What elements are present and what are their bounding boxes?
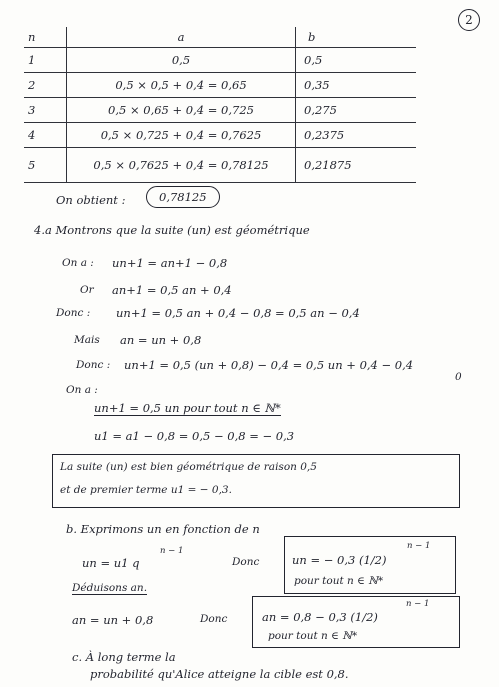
result-expr: un+1 = 0,5 un pour tout n ∈ ℕ* bbox=[94, 401, 281, 415]
cell-n: 4 bbox=[24, 123, 67, 148]
cell-a: 0,5 × 0,5 + 0,4 = 0,65 bbox=[67, 73, 296, 98]
cell-b: 0,2375 bbox=[296, 123, 417, 148]
an-expr: an = un + 0,8 bbox=[72, 613, 154, 627]
mais-expr: an = un + 0,8 bbox=[120, 333, 202, 347]
ona-expr: un+1 = an+1 − 0,8 bbox=[112, 256, 228, 270]
cell-n: 2 bbox=[24, 73, 67, 98]
q4b-exp: n − 1 bbox=[160, 546, 184, 556]
cell-b: 0,5 bbox=[296, 48, 417, 73]
conclusion-line2: et de premier terme u1 = − 0,3. bbox=[60, 484, 232, 496]
zero-annotation: 0 bbox=[455, 371, 462, 383]
table-row bbox=[24, 98, 416, 123]
box-line2: pour tout n ∈ ℕ* bbox=[294, 575, 384, 587]
obtient-value: 0,78125 bbox=[146, 186, 220, 208]
box2-exp: n − 1 bbox=[406, 599, 430, 609]
cell-b: 0,21875 bbox=[296, 148, 417, 183]
q4b-formula: un = u1 q bbox=[82, 556, 140, 570]
cell-b: 0,275 bbox=[296, 98, 417, 123]
obtient-label: On obtient : bbox=[56, 193, 126, 207]
cell-a: 0,5 bbox=[67, 48, 296, 73]
q4c-line2: probabilité qu'Alice atteigne la cible est 0,8. bbox=[90, 667, 349, 681]
q4a-title: 4.a Montrons que la suite (un) est géométrique bbox=[34, 223, 310, 237]
q4b-donc: Donc bbox=[232, 556, 260, 568]
cell-n: 5 bbox=[24, 148, 67, 183]
or-label: Or bbox=[80, 284, 94, 296]
header-a: a bbox=[67, 27, 296, 48]
deduisons-label: Déduisons an. bbox=[72, 582, 148, 594]
donc2-label: Donc : bbox=[76, 359, 111, 371]
values-table bbox=[24, 27, 416, 183]
q4c-line1: c. À long terme la bbox=[72, 650, 176, 664]
u1-expr: u1 = a1 − 0,8 = 0,5 − 0,8 = − 0,3 bbox=[94, 429, 295, 443]
conclusion-line1: La suite (un) est bien géométrique de raison 0,5 bbox=[60, 461, 317, 473]
box2-line2: pour tout n ∈ ℕ* bbox=[268, 630, 358, 642]
q4b-title: b. Exprimons un en fonction de n bbox=[66, 522, 260, 536]
box-exp: n − 1 bbox=[407, 541, 431, 551]
ona-label: On a : bbox=[62, 257, 94, 269]
donc-label: Donc : bbox=[56, 307, 91, 319]
donc2-expr: un+1 = 0,5 (un + 0,8) − 0,4 = 0,5 un + 0,4 − 0,4 bbox=[124, 358, 414, 372]
table-row bbox=[24, 148, 416, 183]
an-donc: Donc bbox=[200, 613, 228, 625]
cell-a: 0,5 × 0,7625 + 0,4 = 0,78125 bbox=[67, 148, 296, 183]
ona2-label: On a : bbox=[66, 384, 98, 396]
cell-a: 0,5 × 0,725 + 0,4 = 0,7625 bbox=[67, 123, 296, 148]
table-row bbox=[24, 73, 416, 98]
cell-n: 1 bbox=[24, 48, 67, 73]
table-header-row bbox=[24, 27, 416, 48]
or-expr: an+1 = 0,5 an + 0,4 bbox=[112, 283, 232, 297]
cell-a: 0,5 × 0,65 + 0,4 = 0,725 bbox=[67, 98, 296, 123]
box-line1: un = − 0,3 (1/2) bbox=[292, 553, 387, 567]
box2-line1: an = 0,8 − 0,3 (1/2) bbox=[262, 610, 378, 624]
table-row bbox=[24, 123, 416, 148]
header-n: n bbox=[24, 27, 67, 48]
header-b: b bbox=[296, 27, 417, 48]
donc-expr: un+1 = 0,5 an + 0,4 − 0,8 = 0,5 an − 0,4 bbox=[116, 306, 360, 320]
page-number: 2 bbox=[458, 9, 480, 31]
cell-n: 3 bbox=[24, 98, 67, 123]
cell-b: 0,35 bbox=[296, 73, 417, 98]
table-row bbox=[24, 48, 416, 73]
mais-label: Mais bbox=[74, 334, 100, 346]
